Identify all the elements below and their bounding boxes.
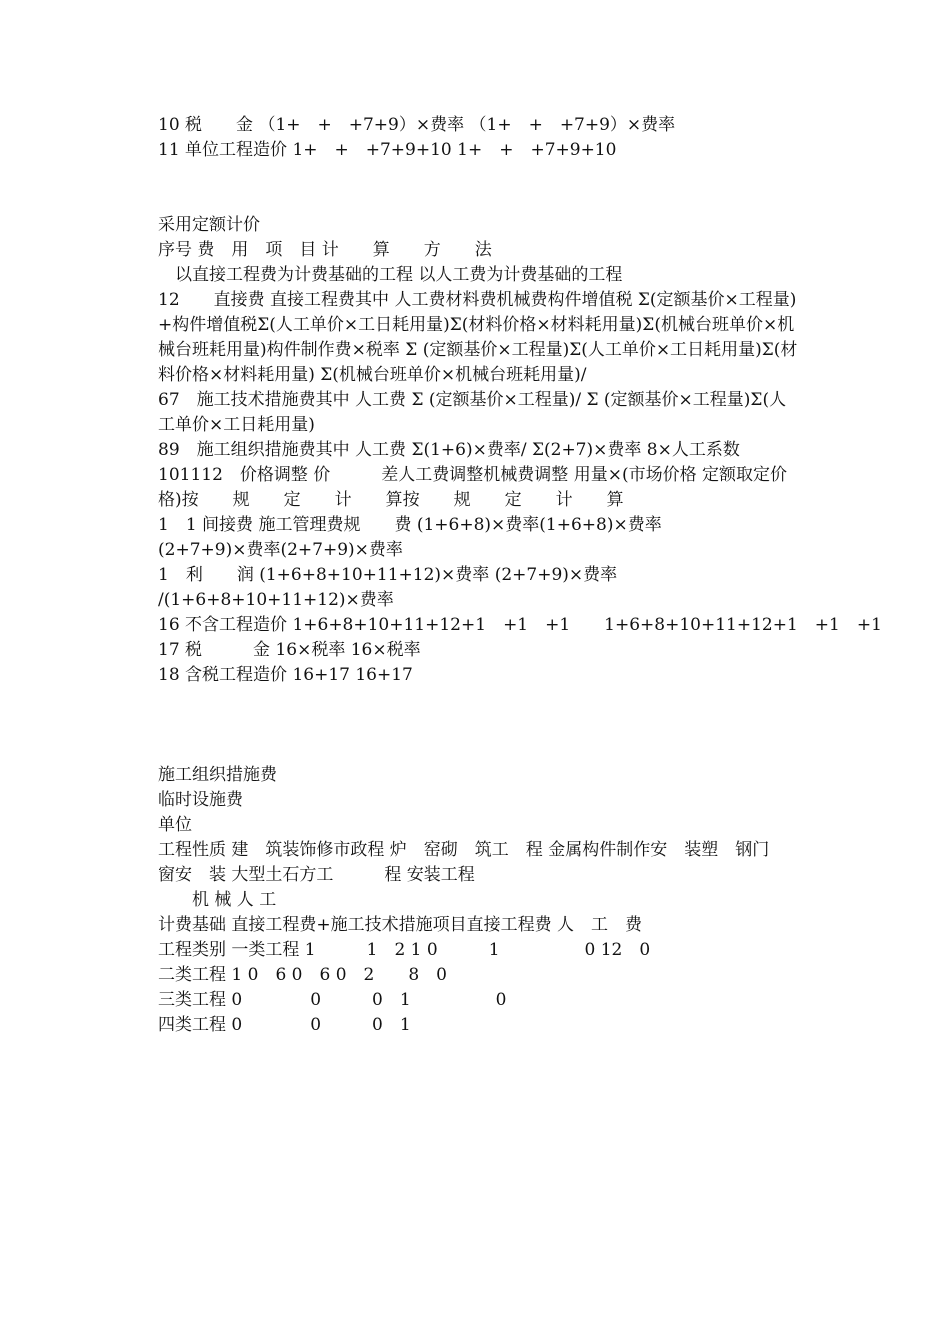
spacer (158, 163, 798, 213)
table-row-101112: 101112 价格调整 价 差人工费调整机械费调整 用量×(市场价格 定额取定价格)按 规 定 计 算按 规 定 计 算 (158, 465, 787, 510)
table-row-89: 89 施工组织措施费其中 人工费 Σ(1+6)×费率/ Σ(2+7)×费率 8×人工系数 (158, 440, 740, 460)
table-row-class3: 三类工程 0 0 0 1 0 (158, 990, 507, 1010)
table-row-18: 18 含税工程造价 16+17 16+17 (158, 665, 413, 685)
table-row-14a: 1 利 润 (1+6+8+10+11+12)×费率 (2+7+9)×费率 (158, 565, 618, 585)
table-column-header: 序号 费 用 项 目 计 算 方 法 (158, 240, 492, 260)
table-row-class1: 工程类别 一类工程 1 1 2 1 0 1 0 12 0 (158, 940, 651, 960)
table-row-12: 12 直接费 直接工程费其中 人工费材料费机械费构件增值税 Σ(定额基价×工程量)+构件增值税Σ(人工单价×工日耗用量)Σ(材料价格×材料耗用量)Σ(机械台班单价×机械台班耗用量)构件制作费×税率 Σ (定额基价×工程量)Σ(人工单价×工日耗用量)Σ(材料价格×材料耗用量) Σ(机械台班单价×机械台班耗用量)/ (158, 290, 798, 385)
table-row-17: 17 税 金 16×税率 16×税率 (158, 640, 421, 660)
text-line-row11: 11 单位工程造价 1+ + +7+9+10 1+ + +7+9+10 (158, 140, 617, 160)
table-row-basis: 计费基础 直接工程费+施工技术措施项目直接工程费 人 工 费 (158, 915, 643, 935)
unit-label: 单位 (158, 815, 192, 835)
table-row-13b: (2+7+9)×费率(2+7+9)×费率 (158, 540, 403, 560)
table-row-nature: 工程性质 建 筑装饰修市政程 炉 窑砌 筑工 程 金属构件制作安 装塑 钢门 窗安 装 大型土石方工 程 安装工程 (158, 840, 787, 885)
text-line-row10: 10 税 金 （1+ + +7+9）×费率 （1+ + +7+9）×费率 (158, 115, 676, 135)
table-row-class2: 二类工程 1 0 6 0 6 0 2 8 0 (158, 965, 447, 985)
table-row-13a: 1 1 间接费 施工管理费规 费 (1+6+8)×费率(1+6+8)×费率 (158, 515, 662, 535)
section-organization-measures (158, 763, 798, 1038)
table-row-14b: /(1+6+8+10+11+12)×费率 (158, 590, 394, 610)
section-subheading: 临时设施费 (158, 790, 243, 810)
table-row-16: 16 不含工程造价 1+6+8+10+11+12+1 +1 +1 1+6+8+10+11+12+1 +1 +1 (158, 615, 882, 635)
table-subheader: 以直接工程费为计费基础的工程 以人工费为计费基础的工程 (158, 265, 623, 285)
table-row-nature-tail: 机 械 人 工 (158, 890, 277, 910)
section-tax-summary (158, 113, 798, 163)
table-row-67: 67 施工技术措施费其中 人工费 Σ (定额基价×工程量)/ Σ (定额基价×工程量)Σ(人工单价×工日耗用量) (158, 390, 787, 435)
section-heading: 施工组织措施费 (158, 765, 277, 785)
section-heading: 采用定额计价 (158, 215, 260, 235)
spacer (158, 688, 798, 763)
section-quota-pricing (158, 213, 882, 688)
document-page (158, 113, 882, 1038)
table-row-class4: 四类工程 0 0 0 1 (158, 1015, 411, 1035)
